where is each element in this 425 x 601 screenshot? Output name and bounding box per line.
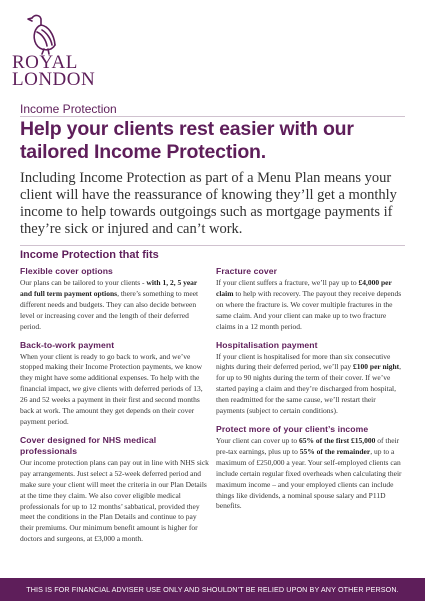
page-title: Help your clients rest easier with our tailored Income Protection. (20, 118, 354, 163)
feature-body: If your client suffers a fracture, we’ll pay up to £4,000 per claim to help with recovery. The payout they receive depends on where the fracture is. We cover multiple fractures in the same claim. And your client can make up to two fracture claims in a 12 month period. (216, 278, 402, 331)
brand-name-line1: ROYAL (12, 52, 78, 73)
feature-body: Your client can cover up to 65% of the first £15,000 of their pre-tax earnings, plus up to 55% of the remainder, up to a maximum of £250,000 a year. Your self-employed clients can include certain regular fixed overheads when calculating their maximum income – and your employed clients can include things like dividends, a nominal spouse salary and P11D benefits. (216, 435, 402, 511)
feature-block-nhs-cover (20, 435, 210, 545)
feature-body: Our income protection plans can pay out in line with NHS sick pay arrangements. Just select a 52-week deferred period and make sure your client will meet the criteria in our Plan Details at the time they claim. We also cover eligible medical professionals for up to 12 months’ sabbatical, provided they meet the conditions in the Plan Details and continue to pay their premiums. Our minimum benefit amount is higher for doctors and surgeons, at £3,000 a month. (20, 457, 209, 544)
section-label: Income Protection (20, 102, 117, 116)
brand-name-line2: LONDON (12, 69, 96, 90)
disclaimer-footer: THIS IS FOR FINANCIAL ADVISER USE ONLY AND SHOULDN’T BE RELIED UPON BY ANY OTHER PERSON. (0, 578, 425, 601)
pelican-icon (22, 12, 66, 56)
feature-block-hospitalisation (216, 340, 406, 417)
intro-paragraph: Including Income Protection as part of a Menu Plan means your client will have the reassurance of knowing they’ll get a monthly income to help towards outgoings such as mortgage payments if they’re sick or injured and can’t work. (20, 170, 397, 237)
feature-block-protect-income (216, 424, 406, 512)
emphasis-text: with 1, 2, 5 year and full term payment options (20, 278, 198, 298)
emphasis-text: 55% of the remainder (299, 446, 371, 456)
right-column (216, 266, 406, 519)
left-column (20, 266, 210, 552)
emphasis-text: £100 per night (353, 362, 400, 372)
feature-title: Cover designed for NHS medical professionals (20, 434, 157, 456)
emphasis-text: 65% of the first £15,000 (298, 435, 376, 445)
feature-body: If your client is hospitalised for more than six consecutive nights during their deferred period, we’ll pay £100 per night, for up to 90 nights during the term of their cover. If we’ve started paying a claim and they’re discharged from hospital, then readmitted for the same cause, we’ll restart their payments (subject to certain conditions). (216, 351, 402, 416)
feature-body: Our plans can be tailored to your clients - with 1, 2, 5 year and full term payment options, there’s something to meet different needs and budgets. They can also decide between level or increasing cover and the length of their deferred period. (20, 278, 199, 331)
fits-section-title: Income Protection that fits (20, 249, 159, 261)
emphasis-text: £4,000 per claim (216, 278, 392, 298)
fits-divider (20, 245, 405, 246)
feature-block-flexible-cover (20, 266, 210, 333)
feature-title: Protect more of your client’s income (216, 423, 369, 434)
feature-title: Fracture cover (216, 266, 278, 276)
section-divider (20, 116, 405, 117)
feature-title: Flexible cover options (20, 266, 113, 276)
feature-block-fracture-cover (216, 266, 406, 333)
feature-body: When your client is ready to go back to work, and we’ve stopped making their Income Protection payments, we know they might have some additional expenses. To help with the financial impact, we give clients with deferred periods of 13, 26 and 52 weeks a payment in their first and second months back at work. The amount they get depends on their cover payment period. (20, 351, 203, 426)
feature-title: Back-to-work payment (20, 339, 115, 350)
royal-london-logo (12, 12, 122, 90)
feature-block-back-to-work (20, 340, 210, 428)
feature-title: Hospitalisation payment (216, 339, 318, 350)
